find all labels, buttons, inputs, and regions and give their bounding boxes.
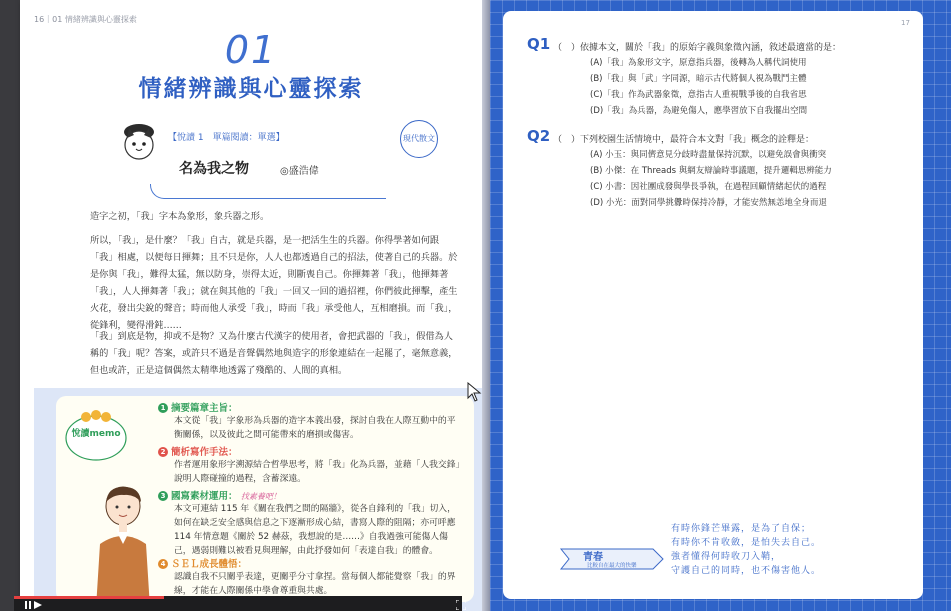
right-page <box>490 0 951 611</box>
fullscreen-icon[interactable] <box>456 600 466 610</box>
memo-number-badge: 2 <box>158 447 168 457</box>
memo-section-title <box>158 556 247 570</box>
poem-line: 有時你不肯收斂，是怕失去自己。 <box>671 538 822 548</box>
article-paragraph: 所以，「我」，是什麼？「我」自古，就是兵器，是一把活生生的兵器。你得學著如何跟「我」相處，以便每日揮舞；且不只是你，人人也都透過自己的招法，使著自己的兵器。於是你與「我」，難得太猛，無以防身，崇得太近，則斷喪自己。你揮舞著「我」，他揮舞著「我」，人人揮舞著「我」；就在與其他的「我」一回又一回的過招裡，你們彼此揮擊，產生火花，發出尖銳的聲音；時而他人承受「我」，時而「我」承受他人，互相磨損。而「我」，從鋒利，變得滑鈍…… <box>90 235 458 331</box>
answer-option[interactable]: (C) 小書：因社團成發與學長爭執，在過程回顧情緒起伏的過程 <box>590 182 827 192</box>
answer-option[interactable]: (A) 小玉：與同儕意見分歧時盡量保持沉默，以避免誤會與衝突 <box>590 150 827 160</box>
mouse-cursor-icon <box>467 382 482 402</box>
genre-badge: 現代散文 <box>400 120 438 158</box>
memo-section-label: 國寫素材運用： <box>171 491 238 502</box>
question-card <box>503 11 923 599</box>
answer-option[interactable]: (B) 小傑：在 Threads 與網友辯論時事議題，提升邏輯思辨能力 <box>590 166 832 176</box>
answer-option[interactable]: (C)「我」作為武器象徵，意指古人重視戰爭後的自我省思 <box>590 90 807 100</box>
memo-section-text: 認識自我不只關乎表達，更關乎分寸拿捏。當每個人都能覺察「我」的界線，才能在人際關係中學會尊重與共處。 <box>174 572 456 596</box>
memo-number-badge: 3 <box>158 491 168 501</box>
cat-mascot-icon <box>116 118 162 164</box>
memo-section-text: 作者運用象形字溯源結合哲學思考，將「我」化為兵器，並藉「人我交鋒」說明人際碰撞的過程，含蓄深遠。 <box>174 460 460 484</box>
chapter-number: 01 <box>224 28 278 72</box>
book-gutter <box>482 0 490 611</box>
left-page <box>20 0 482 611</box>
running-header: 16｜01 情緒辨識與心靈探索 <box>34 15 137 24</box>
memo-section-title <box>158 488 281 502</box>
answer-option[interactable]: (D) 小光：面對同學挑釁時保持冷靜，才能安然無恙地全身而退 <box>590 198 827 208</box>
play-icon[interactable] <box>24 600 46 610</box>
student-avatar-illustration <box>88 484 158 608</box>
memo-section-text: 本文從「我」字象形為兵器的造字本義出發，探討自我在人際互動中的平衡關係，以及彼此之間可能帶來的磨損或傷害。 <box>174 416 456 440</box>
video-progress-bar[interactable] <box>14 596 164 599</box>
memo-section-title <box>158 400 238 414</box>
memo-section-label: 摘要篇章主旨： <box>171 403 238 414</box>
article-paragraph: 造字之初，「我」字本為象形，象兵器之形。 <box>90 211 270 222</box>
memo-panel <box>34 388 482 611</box>
page-number: 17 <box>901 19 910 27</box>
handwritten-note: 找素養吧！ <box>240 492 281 501</box>
memo-badge-label: 悅讀memo <box>71 429 121 439</box>
article-title: 名為我之物 <box>179 161 249 177</box>
question-stem: （ ）依據本文，關於「我」的原始字義與象徵內涵，敘述最適當的是： <box>553 43 842 53</box>
question-stem: （ ）下列校園生活情境中，最符合本文對「我」概念的詮釋是： <box>553 135 815 145</box>
memo-card <box>56 396 474 602</box>
memo-section-label: ＳＥＬ成長體悟： <box>171 559 248 570</box>
memo-section-title <box>158 444 238 458</box>
memo-number-badge: 1 <box>158 403 168 413</box>
answer-option[interactable]: (A)「我」為象形文字，原意指兵器，後轉為人稱代詞使用 <box>590 58 807 68</box>
title-banner-frame <box>150 184 386 199</box>
memo-number-badge: 4 <box>158 559 168 569</box>
question-label: Q2 <box>527 127 551 145</box>
poem-line: 守護自己的同時，也不傷害他人。 <box>671 566 822 576</box>
article-paragraph: 「我」到底是物，抑或不是物？又為什麼古代漢字的使用者，會把武器的「我」，假借為人稱的「我」呢？答案，或許只不過是音聲偶然地與造字的形象連結在一起罷了，毫無意義，但也或許，正是這個偶然太精準地透露了殘酷的、人間的真相。 <box>90 331 458 376</box>
stamp-subtitle: 比較自在最大的快樂 <box>587 563 637 569</box>
memo-section-text: 本文可連結 115 年《關在我們之間的隔牆》，從各自鋒利的「我」切入，如何在缺乏安全感與信息之下逐漸形成心結，書寫人際的阻隔；亦可呼應 114 年情意題《關於 52 赫茲，我想說的是……》自我過強可能傷人傷己，遇弱則難以被看見與理解，由此抒發如何「表達自我」的體會。 <box>174 504 456 556</box>
seishun-stamp-icon <box>557 541 667 577</box>
chapter-title: 情緒辨識與心靈探索 <box>138 76 364 102</box>
stamp-label: 青春 <box>583 552 603 563</box>
article-author: ◎盛浩偉 <box>280 166 319 177</box>
poem-line: 強者懂得何時收刀入鞘， <box>671 552 782 562</box>
memo-section-label: 簡析寫作手法： <box>171 447 238 458</box>
question-label: Q1 <box>527 35 551 53</box>
article-category-tag: 【悅讀 1 單篇閱讀：單選】 <box>168 133 285 143</box>
answer-option[interactable]: (D)「我」為兵器，為避免傷人，應學習放下自我擺出空間 <box>590 106 808 116</box>
poem-line: 有時你鋒芒畢露，是為了自保； <box>671 524 812 534</box>
answer-option[interactable]: (B)「我」與「武」字同源，暗示古代將個人視為戰鬥主體 <box>590 74 807 84</box>
